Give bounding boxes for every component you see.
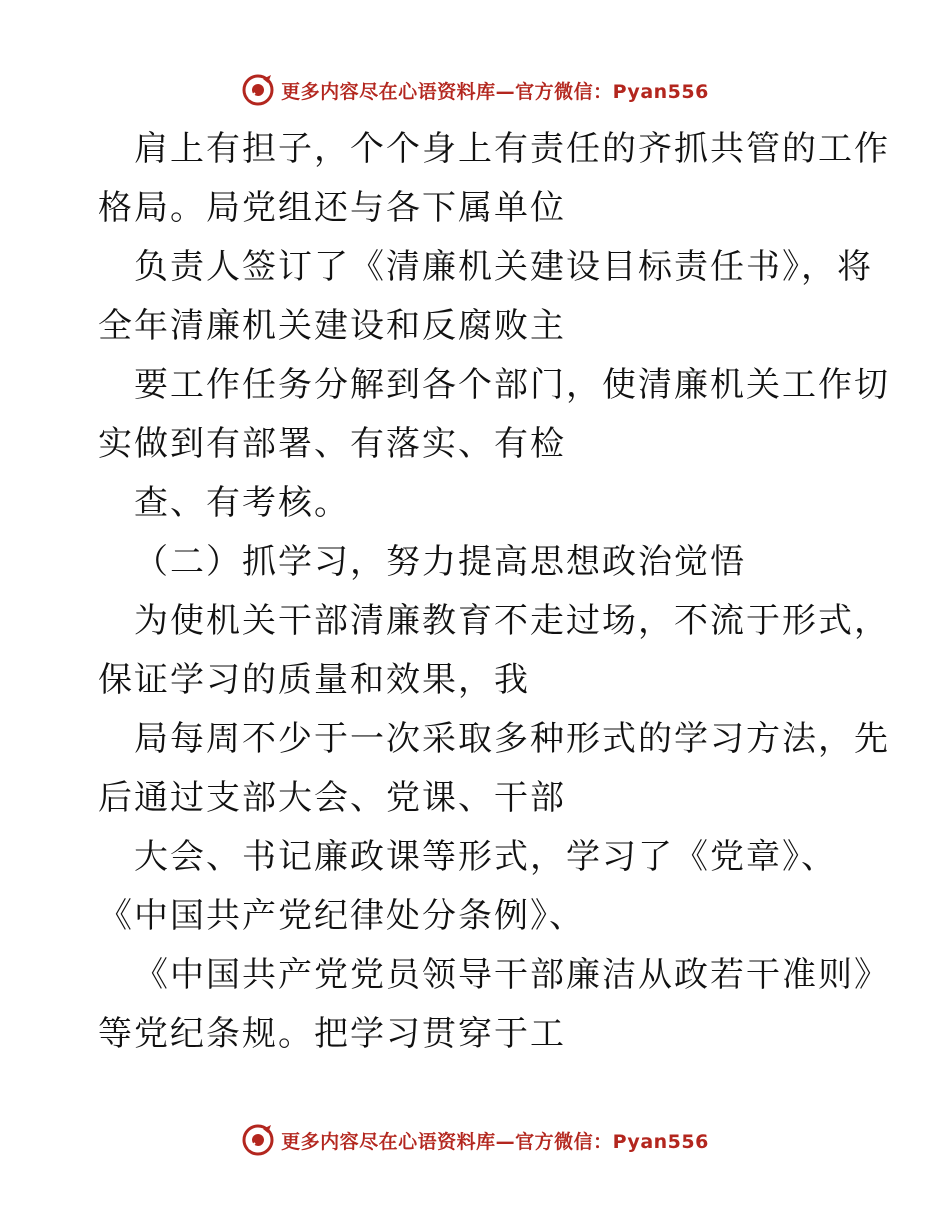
footer-watermark (0, 1120, 950, 1160)
brand-logo-icon (241, 73, 275, 107)
text-line: 实做到有部署、有落实、有检 (98, 424, 566, 464)
text-line: 大会、书记廉政课等形式，学习了《党章》、 (134, 837, 837, 877)
text-line: 全年清廉机关建设和反腐败主 (98, 306, 566, 346)
header-watermark-text: 更多内容尽在心语资料库—官方微信：Pyan556 (281, 80, 709, 103)
text-line: 《中国共产党纪律处分条例》、 (98, 896, 585, 936)
text-line: 保证学习的质量和效果，我 (98, 660, 530, 700)
document-body (98, 120, 890, 1064)
text-line: 为使机关干部清廉教育不走过场，不流于形式， (134, 601, 890, 641)
text-line: 负责人签订了《清廉机关建设目标责任书》，将 (134, 247, 873, 287)
text-line: 肩上有担子，个个身上有责任的齐抓共管的工作 (134, 129, 890, 169)
header-watermark (0, 70, 950, 110)
brand-logo-icon (241, 1123, 275, 1157)
text-line: （二）抓学习，努力提高思想政治觉悟 (134, 542, 746, 582)
text-line: 格局。局党组还与各下属单位 (98, 188, 566, 228)
text-line: 要工作任务分解到各个部门，使清廉机关工作切 (134, 365, 890, 405)
text-line: 局每周不少于一次采取多种形式的学习方法，先 (134, 719, 890, 759)
text-line: 《中国共产党党员领导干部廉洁从政若干准则》 (134, 955, 890, 995)
text-line: 后通过支部大会、党课、干部 (98, 778, 566, 818)
text-line: 查、有考核。 (134, 483, 350, 523)
text-line: 等党纪条规。把学习贯穿于工 (98, 1014, 566, 1054)
footer-watermark-text: 更多内容尽在心语资料库—官方微信：Pyan556 (281, 1130, 709, 1153)
